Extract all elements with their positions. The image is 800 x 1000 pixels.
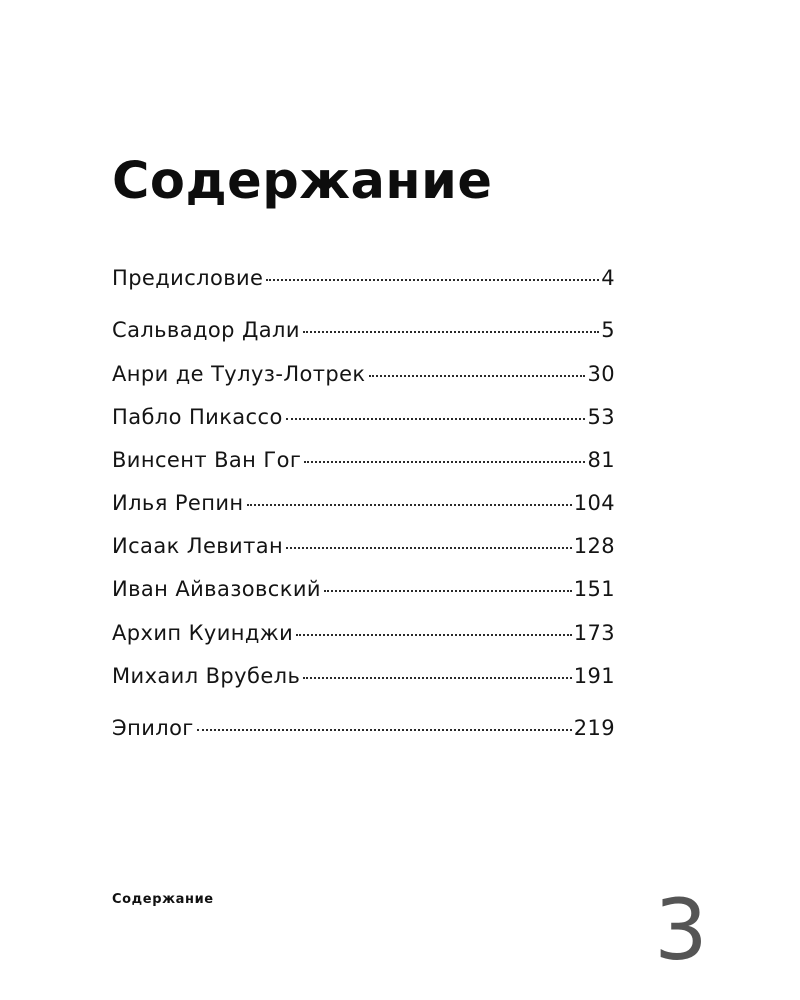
toc-entry[interactable] bbox=[112, 573, 615, 605]
toc-entry[interactable] bbox=[112, 401, 615, 433]
toc-entry-page: 53 bbox=[587, 405, 615, 429]
page-number: 3 bbox=[654, 881, 708, 979]
toc-dot-leader bbox=[303, 677, 571, 679]
toc-entry[interactable] bbox=[112, 660, 615, 692]
toc-entry-page: 4 bbox=[601, 266, 615, 290]
toc-entry-page: 191 bbox=[573, 664, 615, 688]
toc-dot-leader bbox=[296, 634, 572, 636]
toc-entry-page: 219 bbox=[573, 716, 615, 740]
toc-entry-page: 173 bbox=[573, 621, 615, 645]
toc-entry[interactable] bbox=[112, 444, 615, 476]
toc-entry-title: Предисловие bbox=[112, 266, 264, 290]
toc-entry-title: Анри де Тулуз-Лотрек bbox=[112, 362, 366, 386]
toc-dot-leader bbox=[286, 418, 586, 420]
toc-entry-page: 30 bbox=[587, 362, 615, 386]
toc-dot-leader bbox=[369, 375, 586, 377]
toc-dot-leader bbox=[303, 331, 599, 333]
toc-entry-title: Эпилог bbox=[112, 716, 194, 740]
toc-entry-title: Михаил Врубель bbox=[112, 664, 301, 688]
toc-entry-title: Исаак Левитан bbox=[112, 534, 284, 558]
toc-entry[interactable] bbox=[112, 487, 615, 519]
toc-dot-leader bbox=[247, 504, 572, 506]
toc-entry-page: 104 bbox=[573, 491, 615, 515]
toc-entry[interactable] bbox=[112, 358, 615, 390]
toc-entry-title: Пабло Пикассо bbox=[112, 405, 283, 429]
toc-entry-page: 81 bbox=[587, 448, 615, 472]
toc-entry-page: 151 bbox=[573, 577, 615, 601]
toc-entry-page: 128 bbox=[573, 534, 615, 558]
page-title: Содержание bbox=[112, 152, 493, 211]
toc-entry-title: Сальвадор Дали bbox=[112, 318, 300, 342]
toc-dot-leader bbox=[324, 590, 572, 592]
toc-entry-title: Винсент Ван Гог bbox=[112, 448, 302, 472]
toc-entry[interactable] bbox=[112, 262, 615, 294]
toc-entry[interactable] bbox=[112, 712, 615, 744]
running-head: Содержание bbox=[112, 892, 214, 907]
toc-entry[interactable] bbox=[112, 314, 615, 346]
toc-entry-page: 5 bbox=[601, 318, 615, 342]
toc-entry-title: Архип Куинджи bbox=[112, 621, 294, 645]
toc-entry[interactable] bbox=[112, 530, 615, 562]
table-of-contents bbox=[112, 0, 615, 1000]
toc-entry-title: Иван Айвазовский bbox=[112, 577, 321, 601]
toc-dot-leader bbox=[304, 461, 585, 463]
toc-entry[interactable] bbox=[112, 617, 615, 649]
toc-dot-leader bbox=[197, 729, 572, 731]
toc-dot-leader bbox=[286, 547, 572, 549]
toc-entry-title: Илья Репин bbox=[112, 491, 244, 515]
toc-dot-leader bbox=[266, 279, 599, 281]
